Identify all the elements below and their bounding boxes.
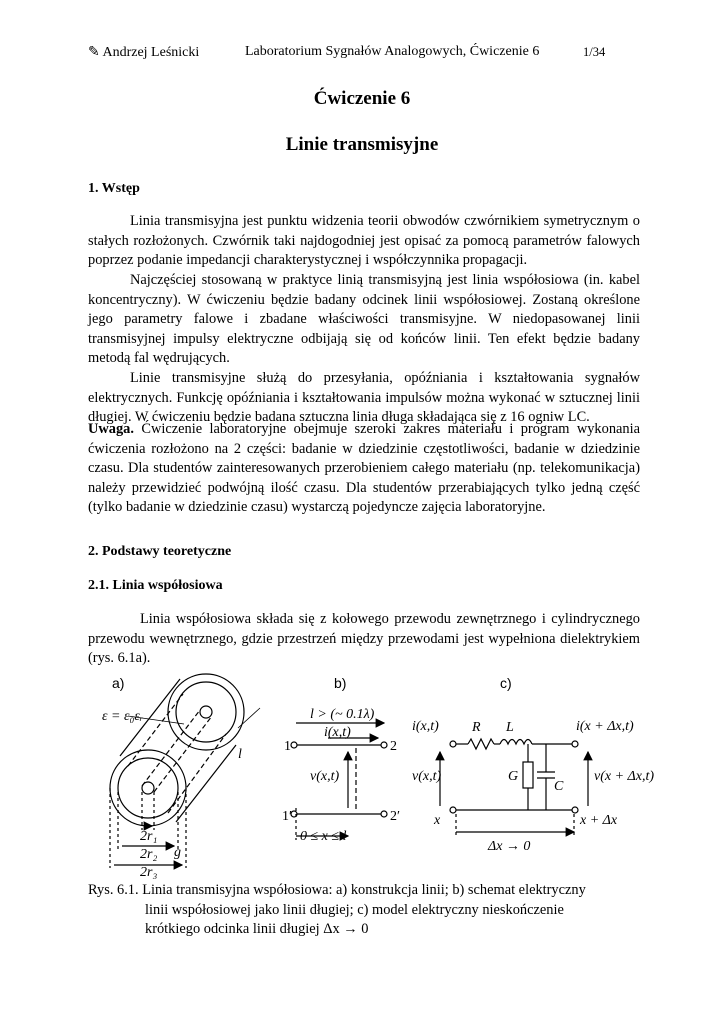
- c-voltage-in-label: v(x,t): [412, 769, 442, 784]
- c-delta-x-label: Δx → 0: [488, 839, 531, 854]
- figure-label-b: b): [334, 675, 347, 691]
- line-length-label: l > (~ 0.1λ): [310, 707, 375, 722]
- section-1-paragraph-2: Najczęściej stosowaną w praktyce linią transmisyjną jest linia współosiowa (in. kabel koncentryczny). W ćwiczeniu będzie badany odcinek linii współosiowej. Zostaną określone jego parametry falowe i zbadane właściwości transmisyjne. W niedopasowanej linii transmisyjnej impulsy elektryczne odbijają się od końców linii. Ten efekt będzie badany metodą fal wędrujących.: [88, 272, 640, 367]
- c-voltage-out-label: v(x + Δx,t): [594, 769, 655, 784]
- diameter-2r1: 2r₁: [140, 829, 158, 844]
- document-subtitle: Linie transmisyjne: [285, 134, 439, 155]
- section-2-heading: 2. Podstawy teoretyczne: [88, 544, 232, 559]
- section-1-paragraph-3: Linie transmisyjne służą do przesyłania, opóźniania i kształtowania sygnałów elektrycznych. Funkcję opóźniania i kształtowania impulsów można wykonać w sztucznej linii długiej. W ćwiczeniu będzie badana sztuczna linia długa składająca się z 16 ogniw LC.: [88, 370, 640, 426]
- permittivity-label: ε = ε₀εᵣ: [102, 709, 144, 724]
- c-current-out-label: i(x + Δx,t): [576, 719, 634, 734]
- diameter-2r3: 2r₃: [140, 865, 158, 880]
- section-2-1-paragraph: Linia współosiowa składa się z kołowego przewodu zewnętrznego i cylindrycznego przewodu wewnętrznego, gdzie przestrzeń między przewodami jest wypełniona dielektrykiem (rys. 6.1a).: [88, 611, 640, 667]
- b-node-1-prime: 1′: [282, 809, 293, 824]
- b-node-1: 1: [284, 739, 291, 754]
- c-conductance-G-label: G: [508, 769, 519, 784]
- c-position-x: x: [434, 813, 441, 828]
- document-title: Ćwiczenie 6: [313, 88, 411, 109]
- section-2-1-heading: 2.1. Linia współosiowa: [88, 578, 223, 593]
- gap-label-g: g: [174, 845, 181, 860]
- b-node-2: 2: [390, 739, 397, 754]
- rlgc-model-schematic: [440, 739, 588, 836]
- note-paragraph: [88, 420, 640, 518]
- c-capacitor-C-label: C: [554, 779, 564, 794]
- b-voltage-label: v(x,t): [310, 769, 340, 784]
- diameter-2r2: 2r₂: [140, 847, 158, 862]
- c-current-in-label: i(x,t): [412, 719, 439, 734]
- length-label-l: l: [238, 747, 242, 762]
- section-1-heading: 1. Wstęp: [88, 181, 140, 196]
- header-author-name: Andrzej Leśnicki: [102, 45, 200, 60]
- caption-line-1: Rys. 6.1. Linia transmisyjna współosiowa: a) konstrukcja linii; b) schemat elektryczny: [88, 882, 586, 898]
- header-author: ✎ Andrzej Leśnicki: [88, 45, 200, 60]
- c-resistor-R-label: R: [472, 720, 481, 735]
- header-page-number: 1/34: [583, 45, 606, 59]
- caption-line-3: krótkiego odcinka linii długiej Δx → 0: [145, 921, 369, 938]
- note-text: Ćwiczenie laboratoryjne obejmuje szeroki zakres materiału i program wykonania ćwiczenia rozłożono na 2 części: badanie w dziedzinie częstotliwości, badanie w dziedzinie czasu. Dla studentów zainteresowanych przerobieniem całego materiału (np. telekomunikacja) należy przewidzieć podwójną ilość czasu. Dla studentów przerabiających tylko jedną część (tylko badanie w dziedzinie czasu) wystarczą pojedyncze zajęcia laboratoryjne.: [88, 421, 640, 516]
- header-lab-title: Laboratorium Sygnałów Analogowych, Ćwiczenie 6: [245, 44, 540, 59]
- b-node-2-prime: 2′: [390, 809, 401, 824]
- figure-6-1: [88, 668, 655, 880]
- caption-line-2: linii współosiowej jako linii długiej; c) model elektryczny nieskończenie: [145, 901, 564, 918]
- figure-label-c: c): [500, 675, 512, 691]
- b-current-label: i(x,t): [324, 725, 351, 740]
- c-position-x-dx: x + Δx: [580, 813, 618, 828]
- figure-label-a: a): [112, 675, 125, 691]
- section-1-paragraph-1: Linia transmisyjna jest punktu widzenia teorii obwodów czwórnikiem symetrycznym o stałych rozłożonych. Czwórnik taki najdogodniej jest opisać za pomocą parametrów falowych poprzez podanie impedancji charakterystycznej i współczynnika propagacji.: [88, 213, 640, 269]
- coaxial-cable-drawing: [110, 674, 260, 868]
- c-inductor-L-label: L: [506, 720, 514, 735]
- figure-caption: [88, 881, 586, 940]
- note-label: Uwaga.: [88, 421, 134, 437]
- page-header: [88, 44, 648, 62]
- b-range-label: 0 ≤ x ≤ l: [300, 829, 347, 844]
